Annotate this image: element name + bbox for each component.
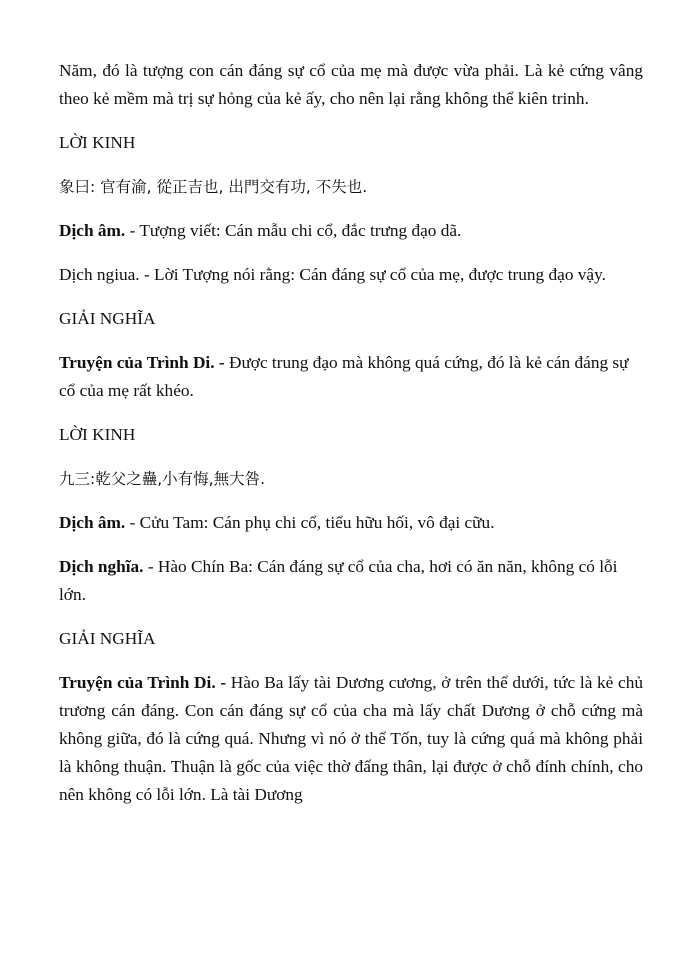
label-dich-am: Dịch âm.	[59, 221, 126, 240]
paragraph-truyen-trinh-di	[59, 349, 643, 405]
classical-chinese-text: 九三:乾父之蠱,小有悔,無大咎.	[59, 470, 266, 488]
label-dich-am: Dịch âm.	[59, 513, 126, 532]
paragraph-text: Năm, đó là tượng con cán đáng sự cổ của mẹ mà được vừa phải. Là kẻ cứng vâng theo kẻ mềm mà trị sự hỏng của kẻ ấy, cho nên lại rằng không thể kiên trinh.	[59, 61, 643, 108]
section-heading-giai-nghia: GIẢI NGHĨA	[59, 309, 156, 328]
paragraph-dich-nghia	[59, 261, 643, 289]
label-truyen-trinh-di: Truyện của Trình Di. -	[59, 353, 225, 372]
paragraph-text: - Hào Chín Ba: Cán đáng sự cổ của cha, hơi có ăn năn, không có lỗi lớn.	[59, 557, 618, 604]
paragraph-dich-am	[59, 509, 643, 537]
paragraph-text: Hào Ba lấy tài Dương cương, ở trên thể dưới, tức là kẻ chủ trương cán đáng. Con cán đáng sự cổ của cha mà lấy chất Dương ở chỗ cứng mà không giữa, đó là cứng quá. Nhưng vì nó ở thể Tốn, tuy là cứng quá mà không phải là không thuận. Thuận là gốc của việc thờ đấng thân, lại được ở chỗ đính chính, cho nên không có lỗi lớn. Là tài Dương	[59, 673, 643, 804]
document-page	[59, 57, 643, 825]
paragraph-text: Được trung đạo mà không quá cứng, đó là kẻ cán đáng sự cổ của mẹ rất khéo.	[59, 353, 629, 400]
paragraph-text: - Tượng viết: Cán mẫu chi cổ, đắc trưng đạo dã.	[125, 221, 462, 240]
paragraph-dich-nghia	[59, 553, 643, 609]
paragraph-text: Dịch ngiua. - Lời Tượng nói rằng: Cán đáng sự cổ của mẹ, được trung đạo vậy.	[59, 265, 606, 284]
paragraph-intro	[59, 57, 643, 113]
section-heading-loi-kinh: LỜI KINH	[59, 133, 136, 152]
paragraph-text: - Cửu Tam: Cán phụ chi cổ, tiểu hữu hối, vô đại cữu.	[125, 513, 495, 532]
label-truyen-trinh-di: Truyện của Trình Di. -	[59, 673, 227, 692]
classical-chinese-text: 象曰: 官有渝, 從正吉也, 出門交有功, 不失也.	[59, 178, 368, 196]
label-dich-nghia: Dịch nghĩa.	[59, 557, 144, 576]
paragraph-truyen-trinh-di	[59, 669, 643, 809]
section-heading-giai-nghia: GIẢI NGHĨA	[59, 629, 156, 648]
section-heading-loi-kinh: LỜI KINH	[59, 425, 136, 444]
paragraph-dich-am	[59, 217, 643, 245]
